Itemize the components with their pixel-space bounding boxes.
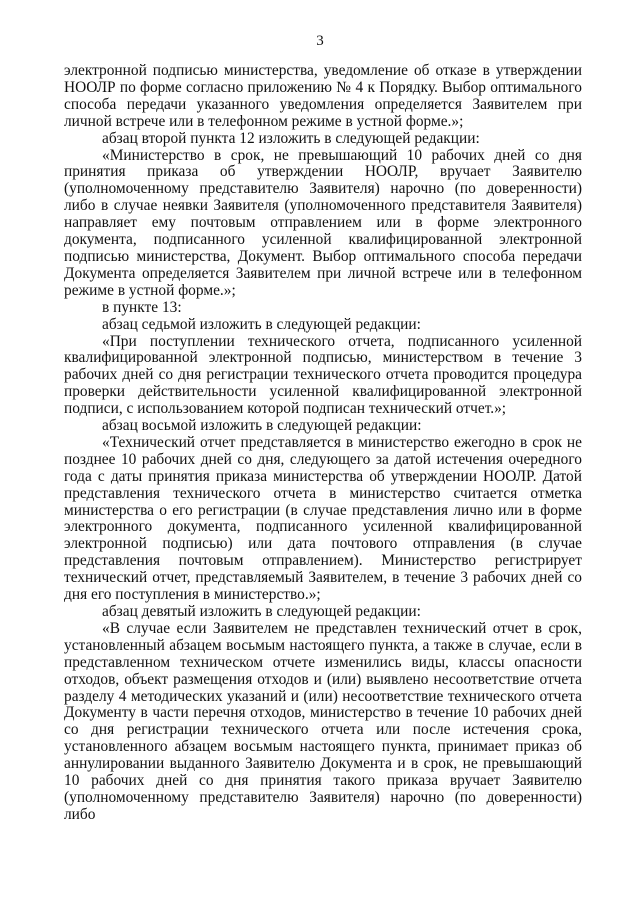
paragraph-heading-eighth: абзац восьмой изложить в следующей редакции:: [102, 417, 422, 435]
body-text: [64, 63, 582, 824]
paragraph-quote-seventh: «При поступлении технического отчета, подписанного усиленной квалифицированной электронной подписью, министерством в течение 3 рабочих дней со дня регистрации технического отчета проводится процедура проверки действительности усиленной квалифицированной электронной подписи, с использованием которой подписан технический отчет.»;: [64, 332, 582, 418]
paragraph-heading-seventh: абзац седьмой изложить в следующей редакции:: [102, 315, 421, 333]
paragraph-heading-item-12: абзац второй пункта 12 изложить в следующей редакции:: [102, 129, 480, 147]
paragraph-continuation: электронной подписью министерства, уведомление об отказе в утверждении НООЛР по форме согласно приложению № 4 к Порядку. Выбор оптимального способа передачи указанного уведомления определяется Заявителем при личной встрече или в телефонном режиме в устной форме.»;: [64, 62, 582, 130]
paragraph-quote-item-12: «Министерство в срок, не превышающий 10 рабочих дней со дня принятия приказа об утверждении НООЛР, вручает Заявителю (уполномоченному представителю Заявителя) нарочно (по доверенности) либо в случае неявки Заявителя (уполномоченного представителя Заявителя) направляет ему почтовым отправлением или в форме электронного документа, подписанного усиленной квалифицированной электронной подписью министерства, Документ. Выбор оптимального способа передачи Документа определяется Заявителем при личной встрече или в телефонном режиме в устной форме.»;: [64, 146, 582, 299]
paragraph-item-13: в пункте 13:: [102, 298, 182, 316]
paragraph-quote-eighth: «Технический отчет представляется в министерство ежегодно в срок не позднее 10 рабочих дней со дня, следующего за датой истечения очередного года с даты принятия приказа министерства об утверждении НООЛР. Датой представления технического отчета в министерство считается отметка министерства о его регистрации (в случае представления лично или в форме электронного документа, подписанного усиленной квалифицированной электронной подписью) или дата почтового отправления (в случае представления почтовым отправлением). Министерство регистрирует технический отчет, представляемый Заявителем, в течение 3 рабочих дней со дня его поступления в министерство.»;: [64, 433, 582, 604]
paragraph-heading-ninth: абзац девятый изложить в следующей редакции:: [102, 603, 421, 620]
page-number: 3: [316, 33, 324, 49]
paragraph-quote-ninth: «В случае если Заявителем не представлен технический отчет в срок, установленный абзацем восьмым настоящего пункта, а также в случае, если в представленном техническом отчете изменились виды, классы опасности отходов, объект размещения отходов и (или) выявлено несоответствие отчета разделу 4 методических указаний и (или) несоответствие технического отчета Документу в части перечня отходов, министерство в течение 10 рабочих дней со дня регистрации технического отчета или после истечения срока, установленного абзацем восьмым настоящего пункта, принимает приказ об аннулировании выданного Заявителю Документа и в срок, не превышающий 10 рабочих дней со дня принятия такого приказа вручает Заявителю (уполномоченному представителю Заявителя) нарочно (по доверенности) либо: [64, 619, 582, 823]
